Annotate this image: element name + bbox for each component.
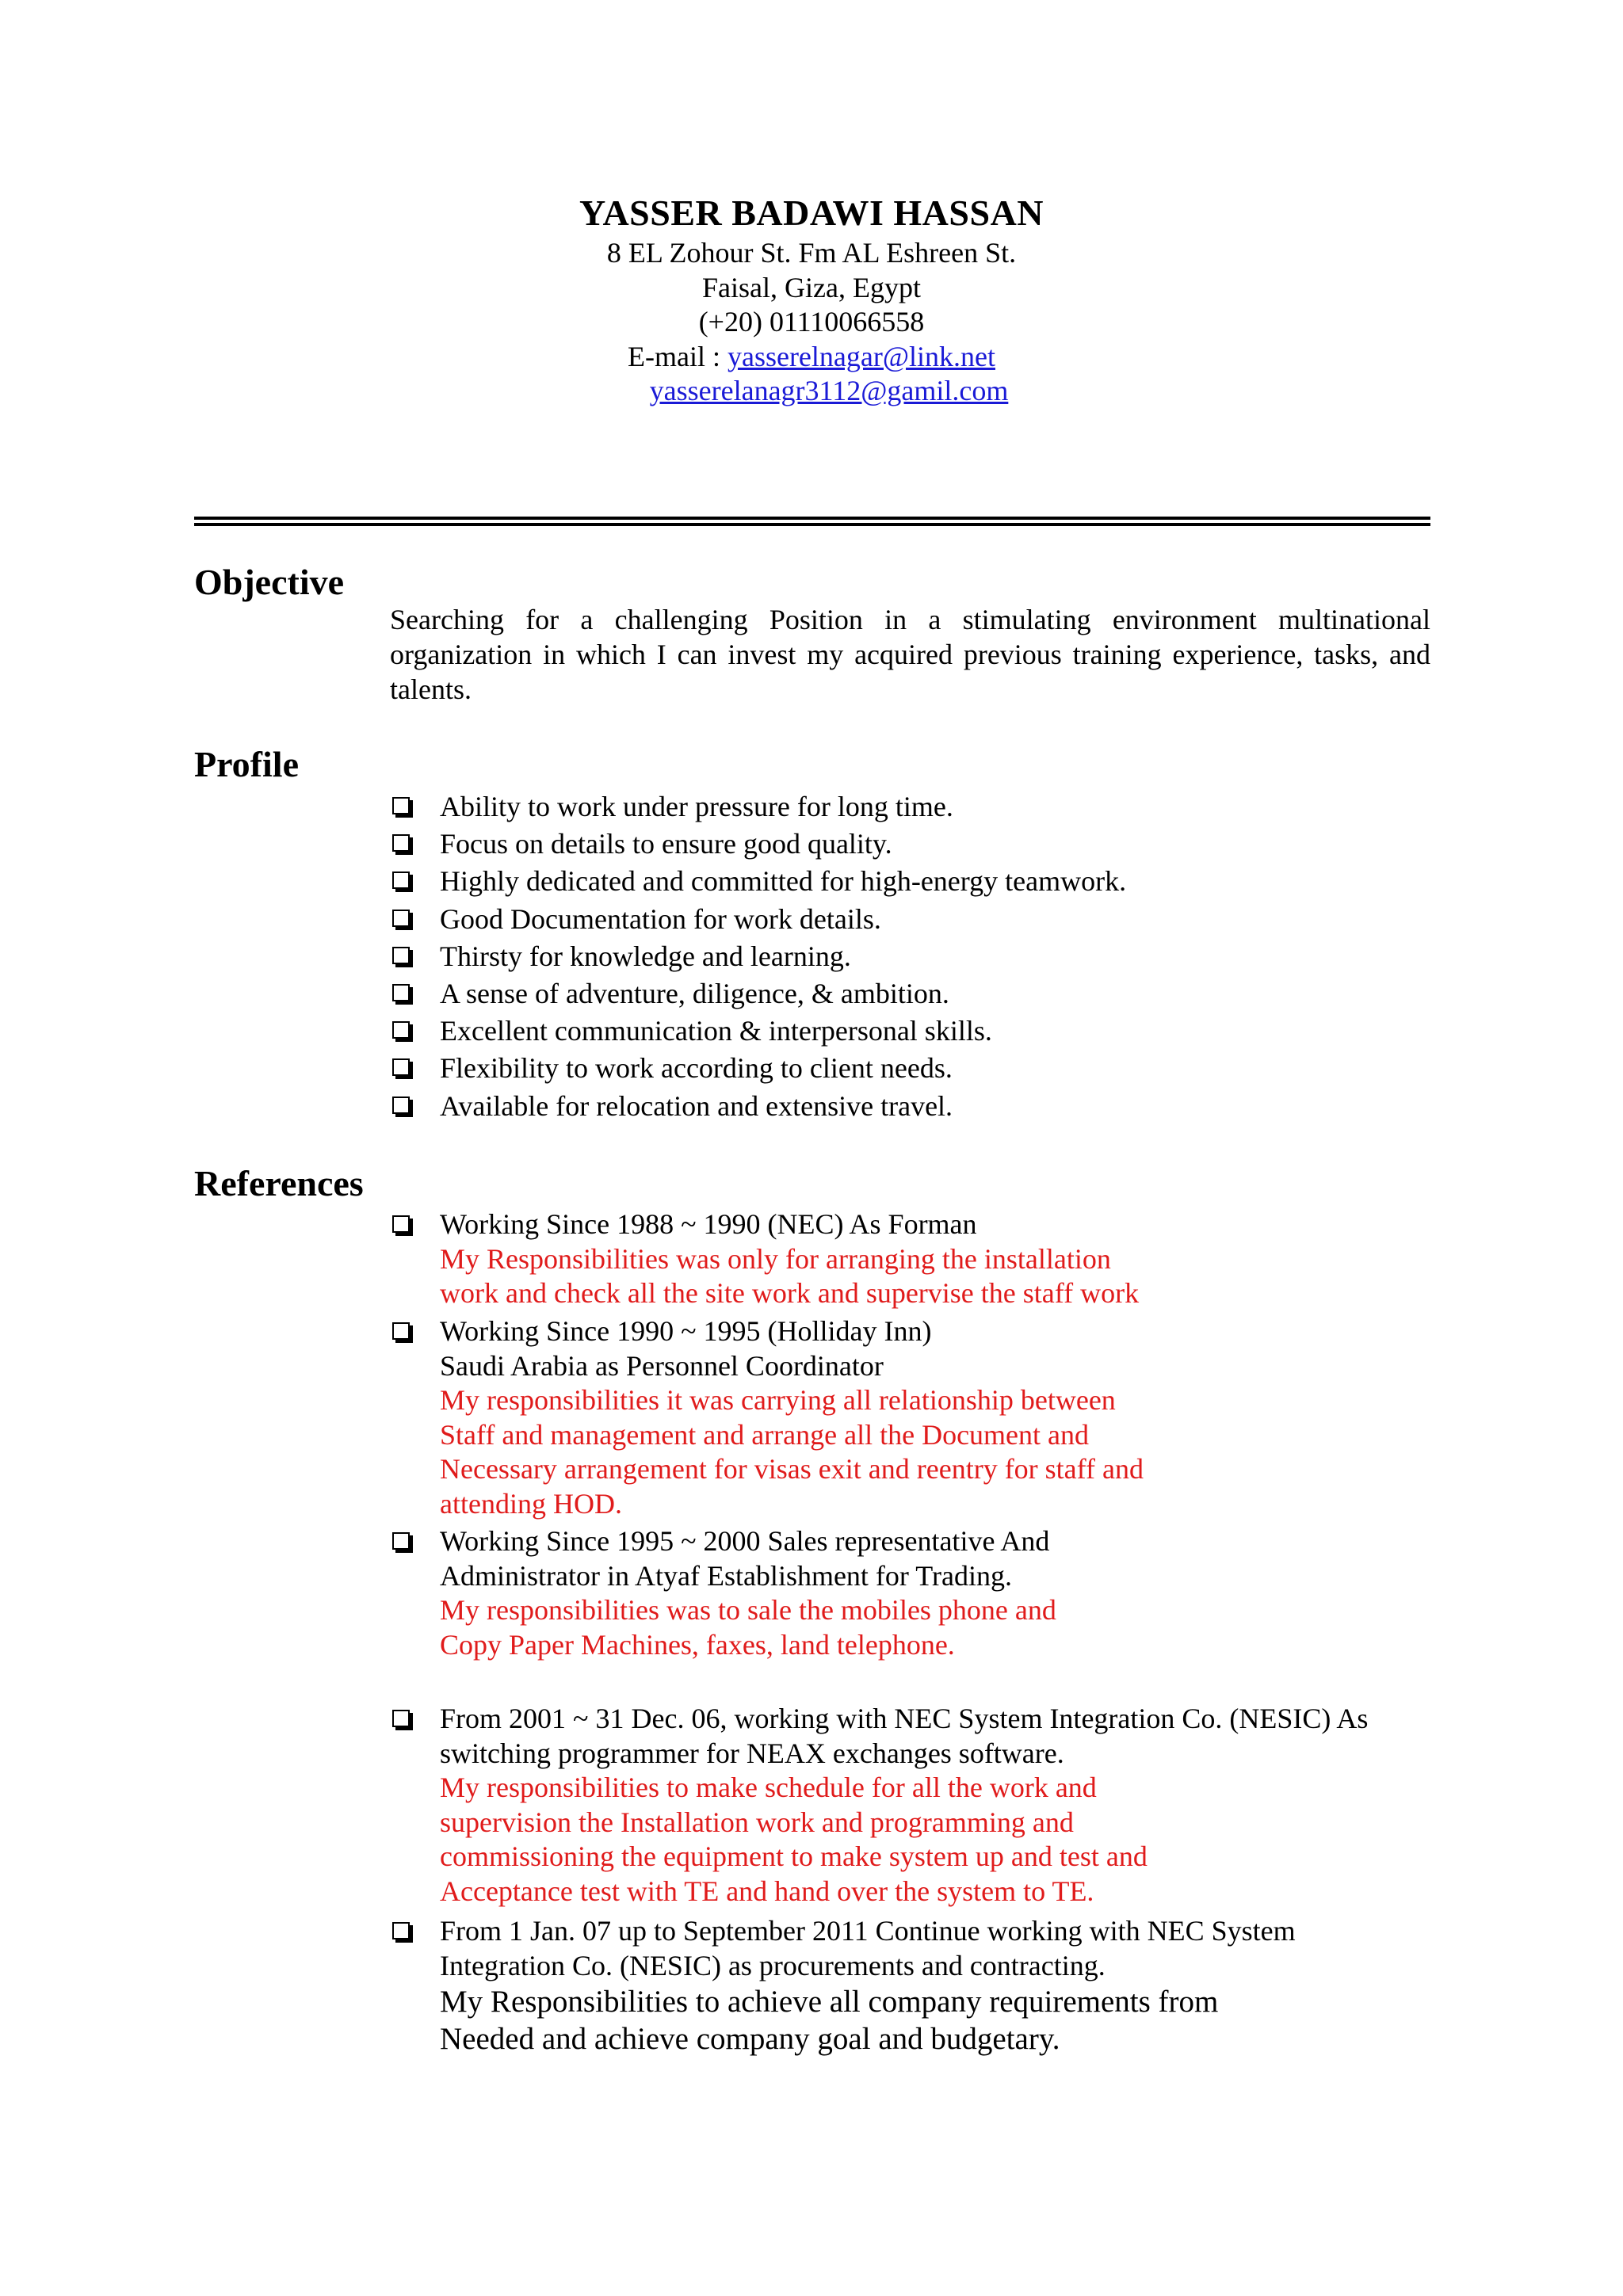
references-list: [390, 1314, 1452, 1521]
profile-list: [390, 788, 1452, 1125]
reference-line: Integration Co. (NESIC) as procurements and contracting.: [440, 1949, 1106, 1981]
responsibility-line: attending HOD.: [440, 1487, 622, 1520]
email-row-secondary: [0, 374, 1623, 409]
responsibility-line: My responsibilities it was carrying all relationship between: [440, 1384, 1116, 1416]
email-row: [0, 340, 1623, 375]
phone-number: (+20) 01110066558: [698, 306, 925, 338]
profile-item-text: Focus on details to ensure good quality.: [440, 828, 892, 860]
checkbox-bullet-icon: [392, 1097, 410, 1114]
references-list: [390, 1914, 1452, 2058]
checkbox-bullet-icon: [392, 871, 410, 889]
reference-line: Needed and achieve company goal and budgetary.: [440, 2022, 1060, 2056]
checkbox-bullet-icon: [392, 797, 410, 814]
checkbox-bullet-icon: [392, 1322, 410, 1340]
reference-line: Administrator in Atyaf Establishment for Trading.: [440, 1559, 1012, 1592]
responsibility-line: My responsibilities to make schedule for all the work and: [440, 1772, 1097, 1803]
reference-entry: [390, 1524, 1452, 1662]
checkbox-bullet-icon: [392, 947, 410, 964]
reference-entry: [390, 1314, 1452, 1521]
address-line-1: 8 EL Zohour St. Fm AL Eshreen St.: [606, 237, 1017, 269]
responsibility-line: Acceptance test with TE and hand over the system to TE.: [440, 1875, 1094, 1907]
list-item: [390, 1013, 1452, 1050]
reference-line: From 2001 ~ 31 Dec. 06, working with NEC System Integration Co. (NESIC) As: [440, 1703, 1369, 1734]
references-list: [390, 1702, 1452, 1909]
list-item: [390, 788, 1452, 826]
checkbox-bullet-icon: [392, 910, 410, 927]
responsibility-line: My Responsibilities was only for arranging the installation: [440, 1242, 1111, 1275]
checkbox-bullet-icon: [392, 1532, 410, 1550]
profile-item-text: Thirsty for knowledge and learning.: [440, 940, 851, 972]
references-list: [390, 1207, 1452, 1311]
responsibility-line: My responsibilities was to sale the mobiles phone and: [440, 1594, 1056, 1626]
checkbox-bullet-icon: [392, 1058, 410, 1076]
reference-line: switching programmer for NEAX exchanges software.: [440, 1737, 1064, 1769]
checkbox-bullet-icon: [392, 834, 410, 852]
responsibility-line: work and check all the site work and supervise the staff work: [440, 1277, 1140, 1309]
list-item: [390, 1050, 1452, 1087]
reference-line: Working Since 1988 ~ 1990 (NEC) As Forman: [440, 1208, 977, 1240]
email-link-primary[interactable]: yasserelnagar@link.net: [727, 340, 995, 372]
checkbox-bullet-icon: [392, 1922, 410, 1939]
responsibility-line: Necessary arrangement for visas exit and reentry for staff and: [440, 1453, 1144, 1485]
address-line-2: Faisal, Giza, Egypt: [702, 271, 921, 303]
checkbox-bullet-icon: [392, 1710, 410, 1727]
responsibility-line: supervision the Installation work and programming and: [440, 1806, 1074, 1838]
profile-item-text: Flexibility to work according to client needs.: [440, 1052, 953, 1085]
references-list: [390, 1524, 1452, 1662]
checkbox-bullet-icon: [392, 984, 410, 1001]
resume-header: [0, 190, 1623, 409]
profile-item-text: A sense of adventure, diligence, & ambition.: [440, 978, 949, 1010]
header-divider-top: [194, 517, 1430, 520]
reference-line: Working Since 1995 ~ 2000 Sales representative And: [440, 1525, 1050, 1557]
list-item: [390, 863, 1452, 900]
checkbox-bullet-icon: [392, 1021, 410, 1039]
list-item: [390, 975, 1452, 1013]
list-item: [390, 938, 1452, 975]
objective-paragraph: Searching for a challenging Position in a stimulating environment multinational organization in which I can invest my acquired previous training experience, tasks, and talents.: [390, 604, 1430, 705]
responsibility-line: Staff and management and arrange all the Document and: [440, 1418, 1090, 1451]
reference-line: My Responsibilities to achieve all company requirements from: [440, 1985, 1219, 2019]
objective-heading: Objective: [194, 562, 345, 602]
reference-entry: [390, 1702, 1452, 1909]
profile-item-text: Good Documentation for work details.: [440, 902, 881, 935]
reference-line: Working Since 1990 ~ 1995 (Holliday Inn): [440, 1315, 932, 1347]
list-item: [390, 901, 1452, 938]
reference-entry: [390, 1914, 1452, 2058]
references-heading: References: [194, 1163, 364, 1203]
profile-heading: Profile: [194, 744, 299, 784]
profile-item-text: Available for relocation and extensive travel.: [440, 1089, 953, 1122]
list-item: [390, 1088, 1452, 1125]
header-divider-bottom: [194, 523, 1430, 526]
responsibility-line: commissioning the equipment to make system up and test and: [440, 1840, 1148, 1872]
checkbox-bullet-icon: [392, 1215, 410, 1233]
list-item: [390, 826, 1452, 863]
profile-item-text: Excellent communication & interpersonal skills.: [440, 1015, 992, 1047]
email-label: E-mail :: [628, 340, 727, 372]
profile-item-text: Ability to work under pressure for long time.: [440, 791, 953, 822]
email-link-secondary[interactable]: yasserelanagr3112@gamil.com: [649, 375, 1009, 406]
responsibility-line: Copy Paper Machines, faxes, land telephone.: [440, 1628, 955, 1661]
reference-line: Saudi Arabia as Personnel Coordinator: [440, 1349, 884, 1382]
reference-line: From 1 Jan. 07 up to September 2011 Continue working with NEC System: [440, 1915, 1296, 1947]
candidate-name: YASSER BADAWI HASSAN: [579, 193, 1044, 233]
profile-item-text: Highly dedicated and committed for high-energy teamwork.: [440, 865, 1127, 898]
reference-entry: [390, 1207, 1452, 1311]
